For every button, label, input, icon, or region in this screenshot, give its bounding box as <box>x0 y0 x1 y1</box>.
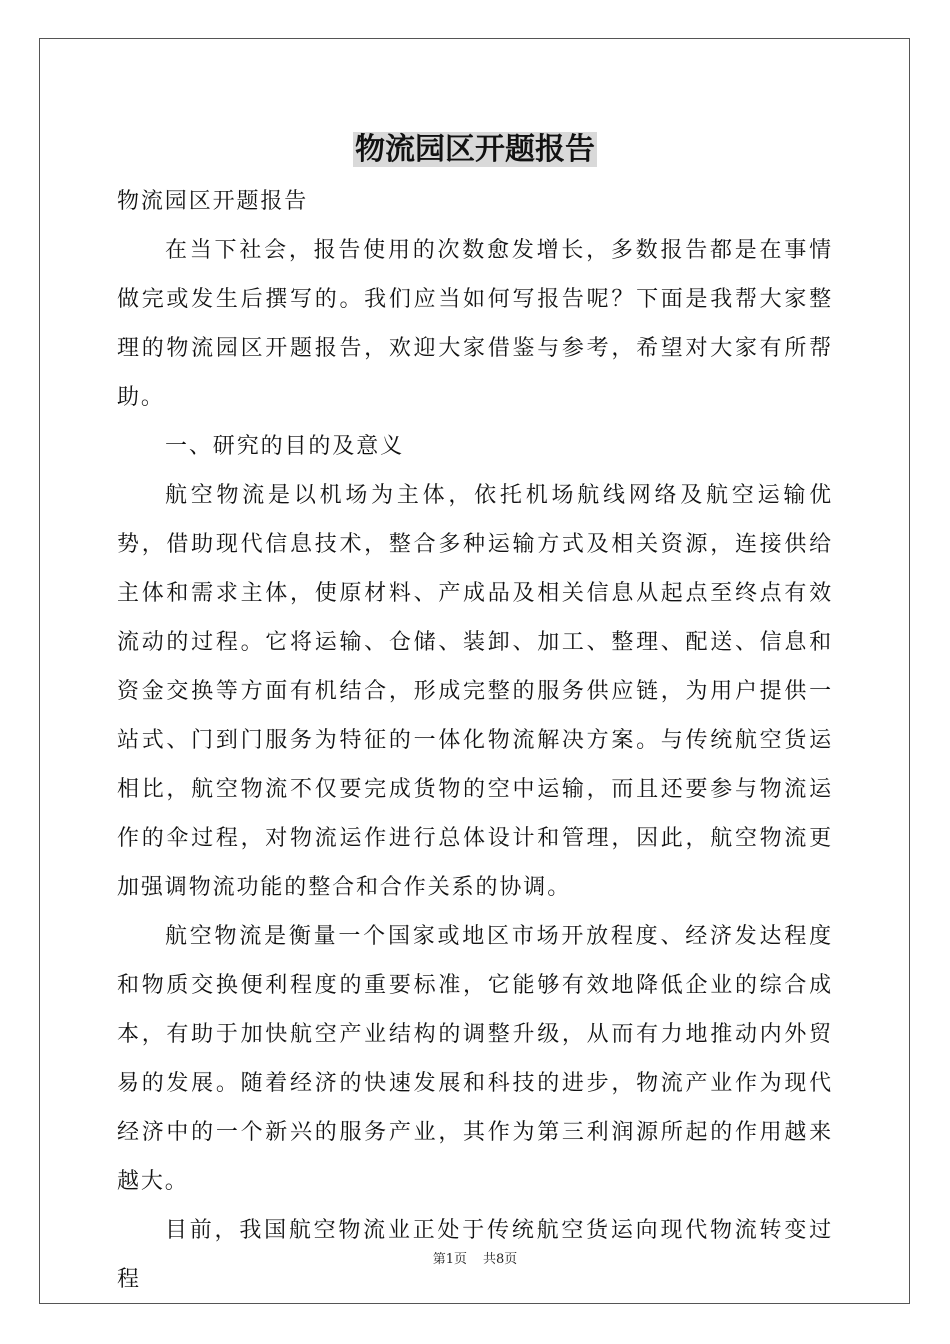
paragraph-aviation-logistics-importance: 航空物流是衡量一个国家或地区市场开放程度、经济发达程度和物质交换便利程度的重要标准，它能够有效地降低企业的综合成本，有助于加快航空产业结构的调整升级，从而有力地推动内外贸易的发展。随着经济的快速发展和科技的进步，物流产业作为现代经济中的一个新兴的服务产业，其作为第三利润源所起的作用越来越大。 <box>117 924 833 1194</box>
document-body <box>117 177 833 1304</box>
section-heading: 一、研究的目的及意义 <box>165 434 405 459</box>
paragraph-aviation-logistics-definition: 航空物流是以机场为主体，依托机场航线网络及航空运输优势，借助现代信息技术，整合多种运输方式及相关资源，连接供给主体和需求主体，使原材料、产成品及相关信息从起点至终点有效流动的过程。它将运输、仓储、装卸、加工、整理、配送、信息和资金交换等方面有机结合，形成完整的服务供应链，为用户提供一站式、门到门服务为特征的一体化物流解决方案。与传统航空货运相比，航空物流不仅要完成货物的空中运输，而且还要参与物流运作的伞过程，对物流运作进行总体设计和管理，因此，航空物流更加强调物流功能的整合和合作关系的协调。 <box>117 483 833 900</box>
document-title-text: 物流园区开题报告 <box>355 132 595 167</box>
page-footer <box>0 1248 950 1267</box>
page-number: 第1页 <box>432 1252 467 1267</box>
document-subtitle: 物流园区开题报告 <box>117 189 309 214</box>
paragraph-current-status: 目前，我国航空物流业正处于传统航空货运向现代物流转变过程 <box>117 1218 833 1292</box>
page-total: 共8页 <box>483 1252 518 1267</box>
paragraph-intro: 在当下社会，报告使用的次数愈发增长，多数报告都是在事情做完或发生后撰写的。我们应当如何写报告呢？下面是我帮大家整理的物流园区开题报告，欢迎大家借鉴与参考，希望对大家有所帮助。 <box>117 238 833 410</box>
document-title <box>0 128 950 172</box>
